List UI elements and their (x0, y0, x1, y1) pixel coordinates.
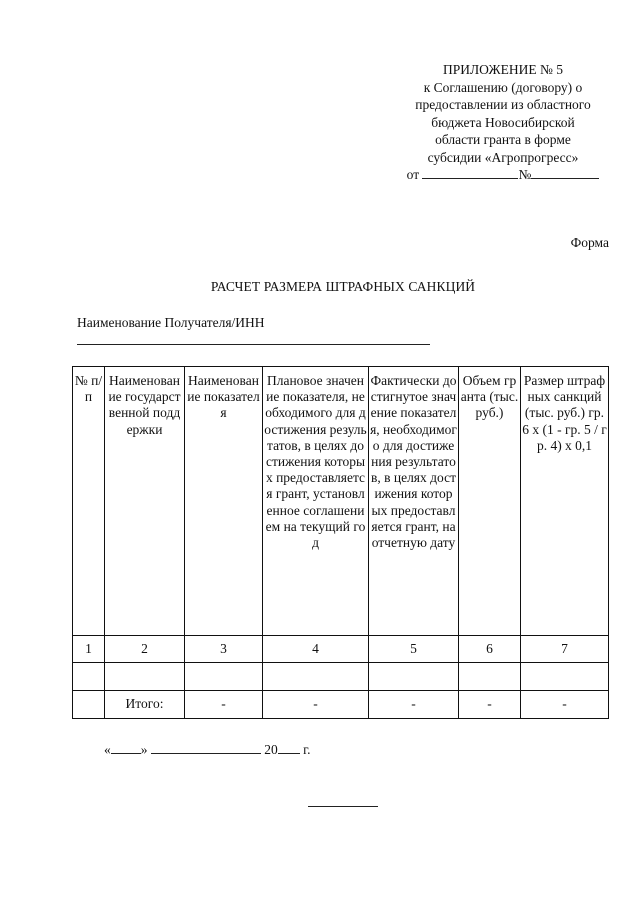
column-number: 2 (105, 636, 185, 663)
header-cell: № п/п (73, 367, 105, 636)
total-cell: - (459, 691, 521, 719)
appendix-line: области гранта в форме (435, 132, 571, 147)
table-cell (185, 663, 263, 691)
column-number: 5 (369, 636, 459, 663)
year-prefix: 20 (264, 742, 278, 757)
appendix-line: субсидии «Агропрогресс» (427, 149, 579, 165)
header-cell: Фактически достигнутое значение показателя, необходимого для достижения результатов, в целях достижения которых предоставляется грант, на отчетную дату (369, 367, 459, 636)
day-blank (111, 741, 141, 754)
table-cell (73, 663, 105, 691)
total-label: Итого: (105, 691, 185, 719)
table-cell (263, 663, 369, 691)
column-number: 4 (263, 636, 369, 663)
table-cell (521, 663, 609, 691)
total-cell: - (185, 691, 263, 719)
column-number: 3 (185, 636, 263, 663)
total-cell: - (521, 691, 609, 719)
header-cell: Наименование показателя (185, 367, 263, 636)
number-sign: № (518, 167, 532, 182)
table-cell (105, 663, 185, 691)
appendix-line: к Соглашению (договору) о (423, 79, 583, 95)
year-suffix: г. (303, 742, 311, 757)
column-number: 6 (459, 636, 521, 663)
signature-line (308, 806, 378, 807)
table-cell (459, 663, 521, 691)
date-prefix: от (406, 167, 420, 182)
total-cell: - (369, 691, 459, 719)
table-header-row (73, 367, 609, 636)
recipient-blank-line (77, 344, 430, 345)
month-blank (151, 741, 261, 754)
document-title: РАСЧЕТ РАЗМЕРА ШТРАФНЫХ САНКЦИЙ (210, 279, 476, 294)
date-blank (422, 166, 518, 179)
header-cell: Объем гранта (тыс. руб.) (459, 367, 521, 636)
table-row (73, 663, 609, 691)
total-row (73, 691, 609, 719)
recipient-label: Наименование Получателя/ИНН (77, 315, 265, 330)
penalty-calculation-table (72, 366, 609, 719)
appendix-date-number-line (398, 166, 608, 184)
appendix-block (398, 61, 608, 184)
header-cell: Плановое значение показателя, необходимого для достижения результатов, в целях достижения которых предоставляется грант, установленное соглашением на текущий год (263, 367, 369, 636)
appendix-line: бюджета Новосибирской (431, 114, 575, 130)
year-blank (278, 741, 300, 754)
header-cell: Размер штрафных санкций (тыс. руб.) гр. 6 х (1 - гр. 5 / гр. 4) х 0,1 (521, 367, 609, 636)
number-blank (531, 166, 599, 179)
appendix-line: ПРИЛОЖЕНИЕ № 5 (442, 62, 564, 77)
form-label: Форма (570, 235, 609, 250)
column-number: 7 (521, 636, 609, 663)
column-number-row (73, 636, 609, 663)
column-number: 1 (73, 636, 105, 663)
appendix-line: предоставлении из областного (415, 97, 591, 112)
open-quote: « (104, 742, 111, 757)
total-cell: - (263, 691, 369, 719)
header-cell: Наименование государственной поддержки (105, 367, 185, 636)
close-quote: » (140, 742, 148, 757)
table-cell (369, 663, 459, 691)
date-line (104, 741, 311, 758)
total-cell (73, 691, 105, 719)
